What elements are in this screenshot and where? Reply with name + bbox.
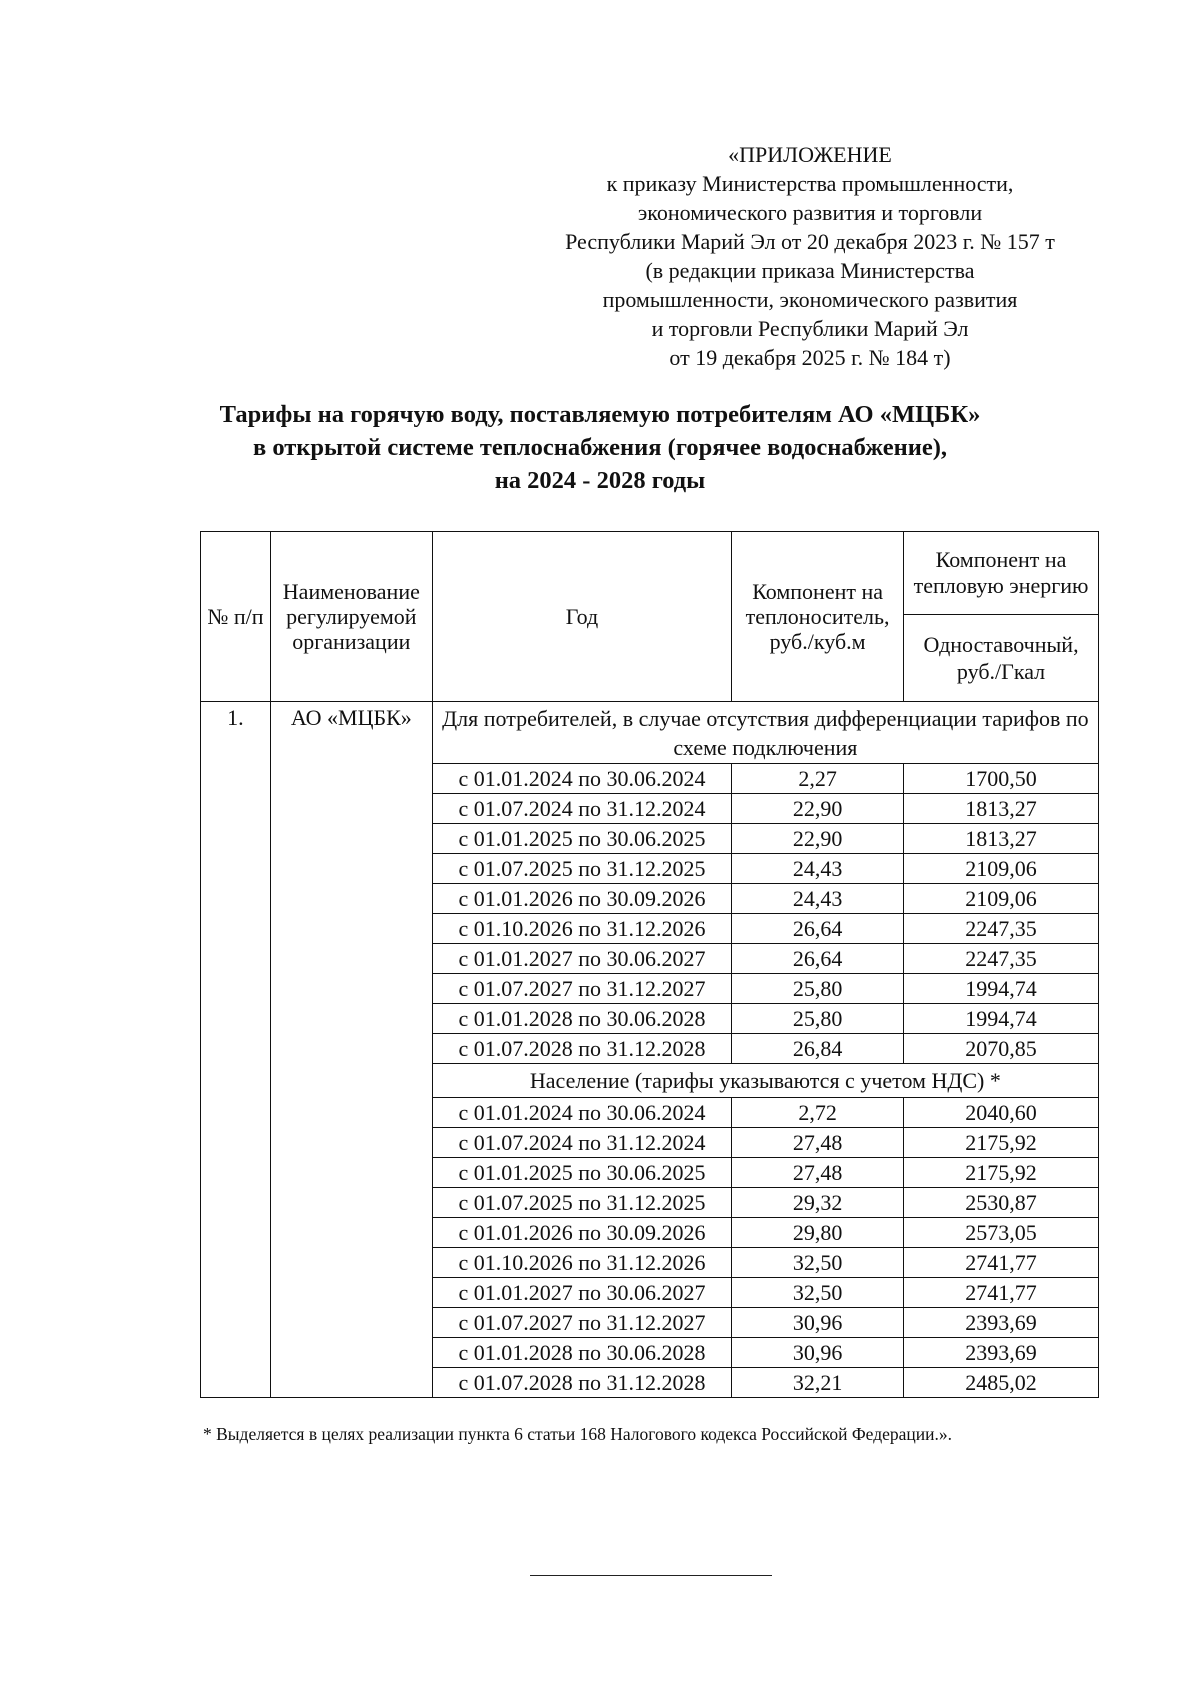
tariff-table: [200, 531, 1099, 1398]
header-num: № п/п: [201, 532, 271, 702]
period-cell: с 01.07.2025 по 31.12.2025: [432, 1188, 731, 1218]
carrier-value-cell: 26,84: [732, 1034, 904, 1064]
energy-value-cell: 2485,02: [904, 1368, 1099, 1398]
period-cell: с 01.07.2025 по 31.12.2025: [432, 854, 731, 884]
energy-value-cell: 2393,69: [904, 1308, 1099, 1338]
energy-value-cell: 2247,35: [904, 914, 1099, 944]
period-cell: с 01.07.2024 по 31.12.2024: [432, 794, 731, 824]
carrier-value-cell: 30,96: [732, 1338, 904, 1368]
energy-value-cell: 2040,60: [904, 1098, 1099, 1128]
energy-value-cell: 1994,74: [904, 974, 1099, 1004]
appendix-header: [520, 140, 1100, 372]
carrier-value-cell: 25,80: [732, 974, 904, 1004]
energy-value-cell: 2070,85: [904, 1034, 1099, 1064]
energy-value-cell: 1700,50: [904, 764, 1099, 794]
period-cell: с 01.10.2026 по 31.12.2026: [432, 914, 731, 944]
period-cell: с 01.01.2027 по 30.06.2027: [432, 944, 731, 974]
energy-value-cell: 2741,77: [904, 1248, 1099, 1278]
section-label: Население (тарифы указываются с учетом НДС) *: [432, 1064, 1098, 1098]
energy-value-cell: 2530,87: [904, 1188, 1099, 1218]
header-org: Наименование регулируемой организации: [270, 532, 432, 702]
period-cell: с 01.01.2027 по 30.06.2027: [432, 1278, 731, 1308]
carrier-value-cell: 26,64: [732, 944, 904, 974]
period-cell: с 01.07.2027 по 31.12.2027: [432, 974, 731, 1004]
period-cell: с 01.07.2028 по 31.12.2028: [432, 1034, 731, 1064]
energy-value-cell: 2247,35: [904, 944, 1099, 974]
carrier-value-cell: 22,90: [732, 824, 904, 854]
header-year: Год: [432, 532, 731, 702]
title-line: Тарифы на горячую воду, поставляемую потребителям АО «МЦБК»: [219, 401, 981, 428]
period-cell: с 01.01.2025 по 30.06.2025: [432, 1158, 731, 1188]
appendix-line: и торговли Республики Марий Эл: [651, 316, 969, 341]
carrier-value-cell: 29,80: [732, 1218, 904, 1248]
carrier-value-cell: 25,80: [732, 1004, 904, 1034]
carrier-value-cell: 24,43: [732, 884, 904, 914]
header-energy-single: Одноставочный, руб./Гкал: [904, 615, 1099, 702]
carrier-value-cell: 32,21: [732, 1368, 904, 1398]
period-cell: с 01.01.2024 по 30.06.2024: [432, 764, 731, 794]
energy-value-cell: 2109,06: [904, 884, 1099, 914]
energy-value-cell: 2741,77: [904, 1278, 1099, 1308]
appendix-line: от 19 декабря 2025 г. № 184 т): [669, 345, 951, 370]
carrier-value-cell: 26,64: [732, 914, 904, 944]
period-cell: с 01.07.2024 по 31.12.2024: [432, 1128, 731, 1158]
carrier-value-cell: 24,43: [732, 854, 904, 884]
appendix-line: промышленности, экономического развития: [602, 287, 1018, 312]
period-cell: с 01.01.2028 по 30.06.2028: [432, 1338, 731, 1368]
carrier-value-cell: 32,50: [732, 1278, 904, 1308]
carrier-value-cell: 30,96: [732, 1308, 904, 1338]
energy-value-cell: 2175,92: [904, 1128, 1099, 1158]
period-cell: с 01.01.2025 по 30.06.2025: [432, 824, 731, 854]
tariff-table-body: [201, 702, 1099, 1398]
row-number: 1.: [201, 702, 271, 1398]
period-cell: с 01.01.2026 по 30.09.2026: [432, 884, 731, 914]
energy-value-cell: 1813,27: [904, 824, 1099, 854]
energy-value-cell: 2175,92: [904, 1158, 1099, 1188]
period-cell: с 01.01.2024 по 30.06.2024: [432, 1098, 731, 1128]
period-cell: с 01.07.2028 по 31.12.2028: [432, 1368, 731, 1398]
carrier-value-cell: 2,72: [732, 1098, 904, 1128]
period-cell: с 01.01.2028 по 30.06.2028: [432, 1004, 731, 1034]
carrier-value-cell: 32,50: [732, 1248, 904, 1278]
energy-value-cell: 2109,06: [904, 854, 1099, 884]
title-line: в открытой системе теплоснабжения (горячее водоснабжение),: [252, 434, 947, 461]
header-carrier: Компонент на теплоноситель, руб./куб.м: [732, 532, 904, 702]
carrier-value-cell: 29,32: [732, 1188, 904, 1218]
appendix-line: экономического развития и торговли: [637, 200, 983, 225]
footnote: * Выделяется в целях реализации пункта 6 статьи 168 Налогового кодекса Российской Федерации.».: [203, 1424, 953, 1444]
carrier-value-cell: 22,90: [732, 794, 904, 824]
energy-value-cell: 1813,27: [904, 794, 1099, 824]
title-line: на 2024 - 2028 годы: [494, 467, 706, 494]
organization-name: АО «МЦБК»: [270, 702, 432, 1398]
energy-value-cell: 2573,05: [904, 1218, 1099, 1248]
header-energy-group: Компонент на тепловую энергию: [904, 532, 1099, 615]
carrier-value-cell: 2,27: [732, 764, 904, 794]
energy-value-cell: 2393,69: [904, 1338, 1099, 1368]
energy-value-cell: 1994,74: [904, 1004, 1099, 1034]
appendix-line: к приказу Министерства промышленности,: [606, 171, 1014, 196]
carrier-value-cell: 27,48: [732, 1158, 904, 1188]
document-title: [150, 398, 1050, 497]
appendix-line: Республики Марий Эл от 20 декабря 2023 г. № 157 т: [565, 229, 1055, 254]
period-cell: с 01.01.2026 по 30.09.2026: [432, 1218, 731, 1248]
period-cell: с 01.07.2027 по 31.12.2027: [432, 1308, 731, 1338]
carrier-value-cell: 27,48: [732, 1128, 904, 1158]
appendix-line: (в редакции приказа Министерства: [645, 258, 975, 283]
section-label: Для потребителей, в случае отсутствия дифференциации тарифов по схеме подключения: [432, 702, 1098, 764]
period-cell: с 01.10.2026 по 31.12.2026: [432, 1248, 731, 1278]
separator-line: [530, 1575, 772, 1576]
appendix-line: «ПРИЛОЖЕНИЕ: [728, 142, 892, 167]
